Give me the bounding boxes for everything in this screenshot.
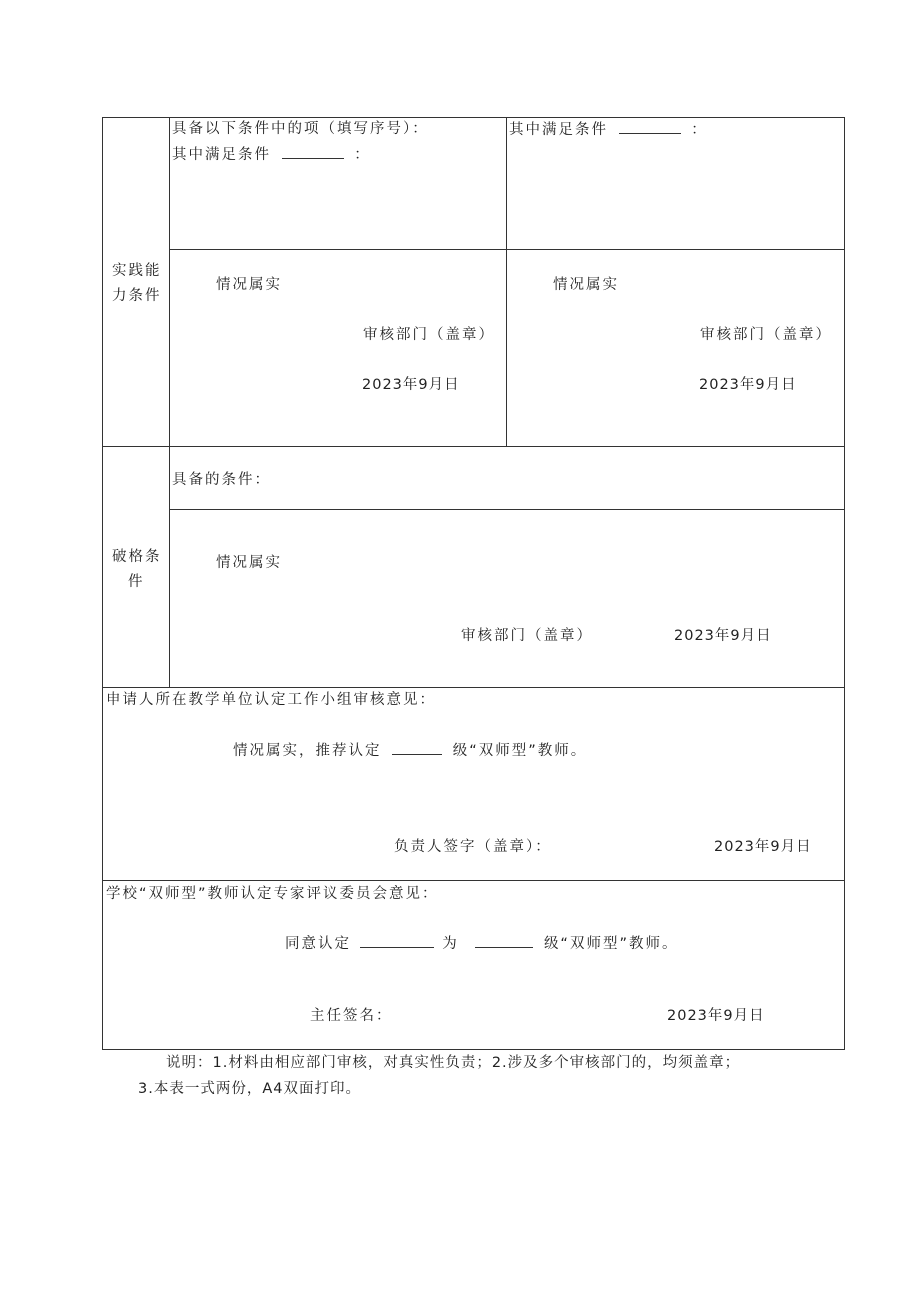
unit-review-date: 2023年9月日 (714, 839, 812, 855)
count-blank[interactable] (282, 145, 344, 159)
notes-line-2: 3.本表一式两份，A4双面打印。 (138, 1081, 361, 1097)
condition-prefix: 其中满足条件 (509, 122, 608, 138)
exceptional-date: 2023年9月日 (674, 628, 772, 644)
unit-review-opinion (233, 741, 587, 760)
divider (102, 687, 845, 688)
committee-review-opinion (285, 934, 678, 953)
name-blank[interactable] (360, 934, 434, 948)
exceptional-conditions-label: 具备的条件： (172, 472, 271, 488)
notes-line-1: 说明：1.材料由相应部门审核，对真实性负责；2.涉及多个审核部门的，均须盖章； (166, 1055, 741, 1071)
condition-prefix: 其中满足条件 (172, 147, 271, 163)
practice-right-dept-stamp: 审核部门（盖章） (700, 327, 832, 343)
form-table (102, 117, 845, 1050)
practice-left-header: 具备以下条件中的项（填写序号）： (172, 121, 429, 137)
committee-review-title: 学校“双师型”教师认定专家评议委员会意见： (106, 886, 439, 902)
divider (169, 249, 845, 250)
opinion-middle: 为 (442, 936, 459, 952)
opinion-suffix: 级“双师型”教师。 (452, 743, 588, 759)
level-blank[interactable] (392, 741, 442, 755)
opinion-prefix: 情况属实，推荐认定 (233, 743, 382, 759)
committee-review-date: 2023年9月日 (667, 1008, 765, 1024)
condition-suffix: ： (691, 122, 708, 138)
exceptional-dept-stamp: 审核部门（盖章） (461, 628, 593, 644)
divider (102, 880, 845, 881)
unit-review-title: 申请人所在教学单位认定工作小组审核意见： (106, 692, 436, 708)
practice-left-condition (172, 145, 371, 164)
unit-review-signature: 负责人签字（盖章）： (394, 839, 552, 855)
count-blank[interactable] (619, 120, 681, 134)
exceptional-verify: 情况属实 (216, 555, 282, 571)
practice-row-label: 力条件 (112, 288, 162, 304)
practice-right-date: 2023年9月日 (699, 377, 797, 393)
divider (169, 117, 170, 687)
practice-right-verify: 情况属实 (553, 277, 619, 293)
practice-right-condition (509, 120, 708, 139)
exceptional-row-label: 件 (128, 574, 145, 590)
divider (506, 117, 507, 446)
opinion-prefix: 同意认定 (285, 936, 351, 952)
condition-suffix: ： (354, 147, 371, 163)
practice-left-date: 2023年9月日 (362, 377, 460, 393)
exceptional-row-label: 破格条 (112, 549, 162, 565)
divider (169, 509, 845, 510)
practice-left-dept-stamp: 审核部门（盖章） (363, 327, 495, 343)
opinion-suffix: 级“双师型”教师。 (543, 936, 679, 952)
practice-row-label: 实践能 (112, 263, 162, 279)
practice-left-verify: 情况属实 (216, 277, 282, 293)
divider (102, 446, 845, 447)
level-blank[interactable] (475, 934, 533, 948)
committee-review-signature: 主任签名： (310, 1008, 393, 1024)
